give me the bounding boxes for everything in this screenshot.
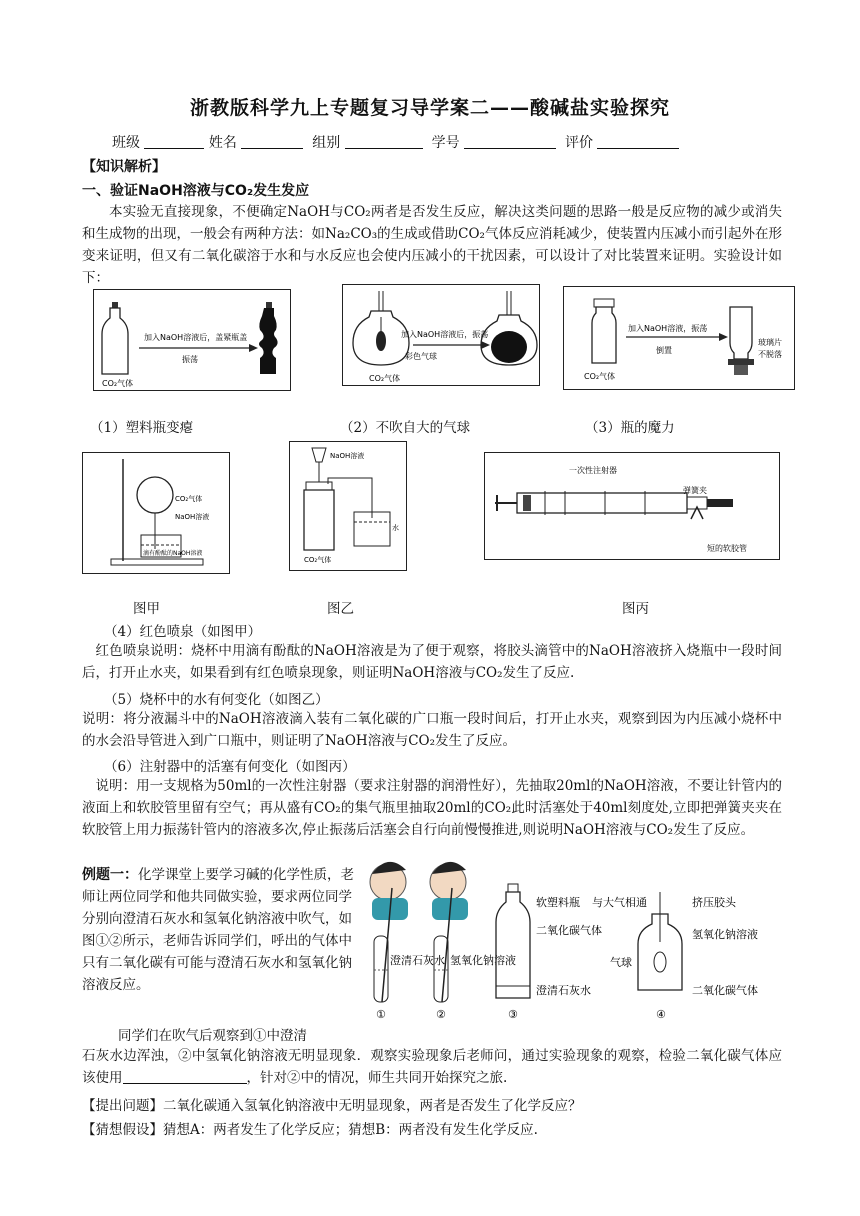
caption-jia: 图甲 (133, 601, 160, 617)
svg-text:加入NaOH溶液，振荡: 加入NaOH溶液，振荡 (628, 324, 708, 333)
heading-1: 一、验证NaOH溶液与CO₂发生发应 (82, 183, 310, 199)
balloon-diagram (343, 285, 539, 385)
class-blank[interactable] (144, 134, 204, 149)
name-blank[interactable] (241, 134, 303, 149)
svg-text:CO₂气体: CO₂气体 (102, 379, 134, 388)
svg-text:①: ① (376, 1008, 386, 1021)
svg-text:气球: 气球 (610, 956, 632, 969)
group-blank[interactable] (345, 134, 423, 149)
figure-plastic-bottle (93, 289, 291, 391)
sub-4: （4）红色喷泉（如图甲） (104, 624, 262, 640)
figure-balloon (342, 284, 540, 386)
blowing-experiment-diagram (362, 852, 782, 1022)
svg-text:倒置: 倒置 (656, 346, 672, 355)
fountain-diagram (83, 453, 229, 573)
svg-text:二氧化碳气体: 二氧化碳气体 (536, 924, 602, 937)
paragraph-5: 说明：将分液漏斗中的NaOH溶液滴入装有二氧化碳的广口瓶一段时间后，打开止水夹，观察到因为内压减小烧杯中的水会沿导管进入到广口瓶中，则证明了NaOH溶液与CO₂发生了反应。 (82, 711, 782, 749)
paragraph-4: 红色喷泉说明：烧杯中用滴有酚酞的NaOH溶液是为了便于观察，将胶头滴管中的NaOH溶液挤入烧瓶中一段时间后，打开止水夹，如果看到有红色喷泉现象，则证明NaOH溶液与CO₂发生了反应. (82, 643, 782, 681)
figure-bing (484, 452, 780, 560)
svg-text:短的软胶管: 短的软胶管 (707, 544, 747, 553)
sub-6: （6）注射器中的活塞有何变化（如图丙） (104, 759, 356, 775)
svg-text:CO₂气体: CO₂气体 (369, 374, 401, 383)
rating-label: 评价 (564, 135, 593, 151)
caption-fig3: （3）瓶的魔力 (585, 420, 675, 436)
question-line: 【提出问题】二氧化碳通入氢氧化钠溶液中无明显现象，两者是否发生了化学反应？ (82, 1098, 582, 1114)
caption-fig2: （2）不吹自大的气球 (340, 420, 471, 436)
svg-text:彩色气球: 彩色气球 (405, 352, 437, 361)
svg-text:玻璃片: 玻璃片 (758, 338, 782, 347)
paragraph-6: 说明：用一支规格为50ml的一次性注射器（要求注射器的润滑性好），先抽取20ml的NaOH溶液，不要让针管内的液面上和软胶管里留有空气；再从盛有CO₂的集气瓶里抽取20ml的CO₂此时活塞处于40ml刻度处,立即把弹簧夹夹在软胶管上用力振荡针管内的溶液多次,停止振荡后活塞会自行向前慢慢推进,则说明NaOH溶液与CO₂发生了反应。 (82, 778, 782, 838)
svg-text:CO₂气体: CO₂气体 (304, 556, 332, 564)
caption-bing: 图丙 (622, 601, 649, 617)
plastic-bottle-diagram (94, 290, 290, 390)
example-figure (362, 852, 782, 1022)
rating-blank[interactable] (597, 134, 679, 149)
answer-blank[interactable] (123, 1069, 247, 1084)
svg-text:CO₂气体: CO₂气体 (584, 372, 616, 381)
beaker-water-diagram (290, 442, 406, 570)
group-label: 组别 (312, 135, 341, 151)
syringe-diagram (485, 453, 779, 559)
svg-text:二氧化碳气体: 二氧化碳气体 (692, 984, 758, 997)
svg-text:一次性注射器: 一次性注射器 (569, 466, 617, 475)
svg-text:滴有酚酞的NaOH溶液: 滴有酚酞的NaOH溶液 (143, 550, 203, 557)
number-label: 学号 (431, 135, 460, 151)
svg-text:NaOH溶液: NaOH溶液 (330, 452, 365, 460)
name-label: 姓名 (208, 135, 237, 151)
svg-text:软塑料瓶: 软塑料瓶 (536, 896, 580, 909)
bottle-magic-diagram (564, 287, 794, 389)
number-blank[interactable] (464, 134, 556, 149)
example-label: 例题一： (82, 867, 138, 883)
svg-text:弹簧夹: 弹簧夹 (683, 486, 707, 495)
svg-text:④: ④ (656, 1008, 666, 1021)
example-block (82, 864, 360, 996)
figure-jia (82, 452, 230, 574)
example-text: 化学课堂上要学习碱的化学性质，老师让两位同学和他共同做实验，要求两位同学分别向澄清石灰水和氢氧化钠溶液中吹气，如图①②所示，老师告诉同学们，呼出的气体中只有二氧化碳有可能与澄清石灰水和氢氧化钠溶液反应。 (82, 867, 354, 993)
svg-text:②: ② (436, 1008, 446, 1021)
svg-text:澄清石灰水: 澄清石灰水 (390, 954, 445, 967)
svg-text:CO₂气体: CO₂气体 (175, 495, 203, 503)
section-knowledge: 【知识解析】 (82, 159, 166, 175)
example-text2c: ，针对②中的情况，师生共同开始探究之旅. (246, 1070, 508, 1086)
svg-text:澄清石灰水: 澄清石灰水 (536, 984, 591, 997)
svg-text:氢氧化钠溶液: 氢氧化钠溶液 (692, 928, 758, 941)
svg-text:③: ③ (508, 1008, 518, 1021)
svg-text:氢氧化钠溶液: 氢氧化钠溶液 (450, 954, 516, 967)
class-label: 班级 (112, 135, 140, 151)
sub-5: （5）烧杯中的水有何变化（如图乙） (104, 692, 329, 708)
example-text2a: 同学们在吹气后观察到①中澄清 (118, 1028, 307, 1044)
intro-paragraph: 本实验无直接现象，不便确定NaOH与CO₂两者是否发生反应，解决这类问题的思路一般是反应物的减少或消失和生成物的出现，一般会有两种方法：如Na₂CO₃的生成或借助CO₂气体反应消耗减少，使装置内压减小而引起外在形变来证明，但又有二氧化碳溶于水和与水反应也会使内压减小的干扰因素，可以设计了对比装置来证明。实验设计如下： (82, 204, 782, 286)
svg-text:NaOH溶液: NaOH溶液 (175, 513, 210, 521)
example-text2b: 石灰水边浑浊，②中氢氧化钠溶液无明显现象．观察实验现象后老师问，通过实验现象的观察，检验二氧化碳气体应该使用 (82, 1048, 782, 1086)
svg-text:加入NaOH溶液后，振荡: 加入NaOH溶液后，振荡 (401, 330, 489, 339)
caption-fig1: （1）塑料瓶变瘪 (90, 420, 194, 436)
svg-text:水: 水 (392, 524, 399, 532)
svg-text:与大气相通: 与大气相通 (592, 896, 647, 909)
page-title: 浙教版科学九上专题复习导学案二——酸碱盐实验探究 (189, 97, 670, 119)
svg-text:振荡: 振荡 (182, 355, 198, 364)
svg-text:挤压胶头: 挤压胶头 (692, 896, 736, 909)
svg-text:加入NaOH溶液后，盖紧瓶盖: 加入NaOH溶液后，盖紧瓶盖 (144, 333, 248, 342)
hypothesis-line: 【猜想假设】猜想A：两者发生了化学反应；猜想B：两者没有发生化学反应. (82, 1122, 538, 1138)
student-info-line (112, 132, 679, 152)
svg-text:不脱落: 不脱落 (758, 350, 782, 359)
caption-yi: 图乙 (327, 601, 354, 617)
figure-yi (289, 441, 407, 571)
example-text2 (82, 1045, 782, 1089)
figure-bottle-magic (563, 286, 795, 390)
